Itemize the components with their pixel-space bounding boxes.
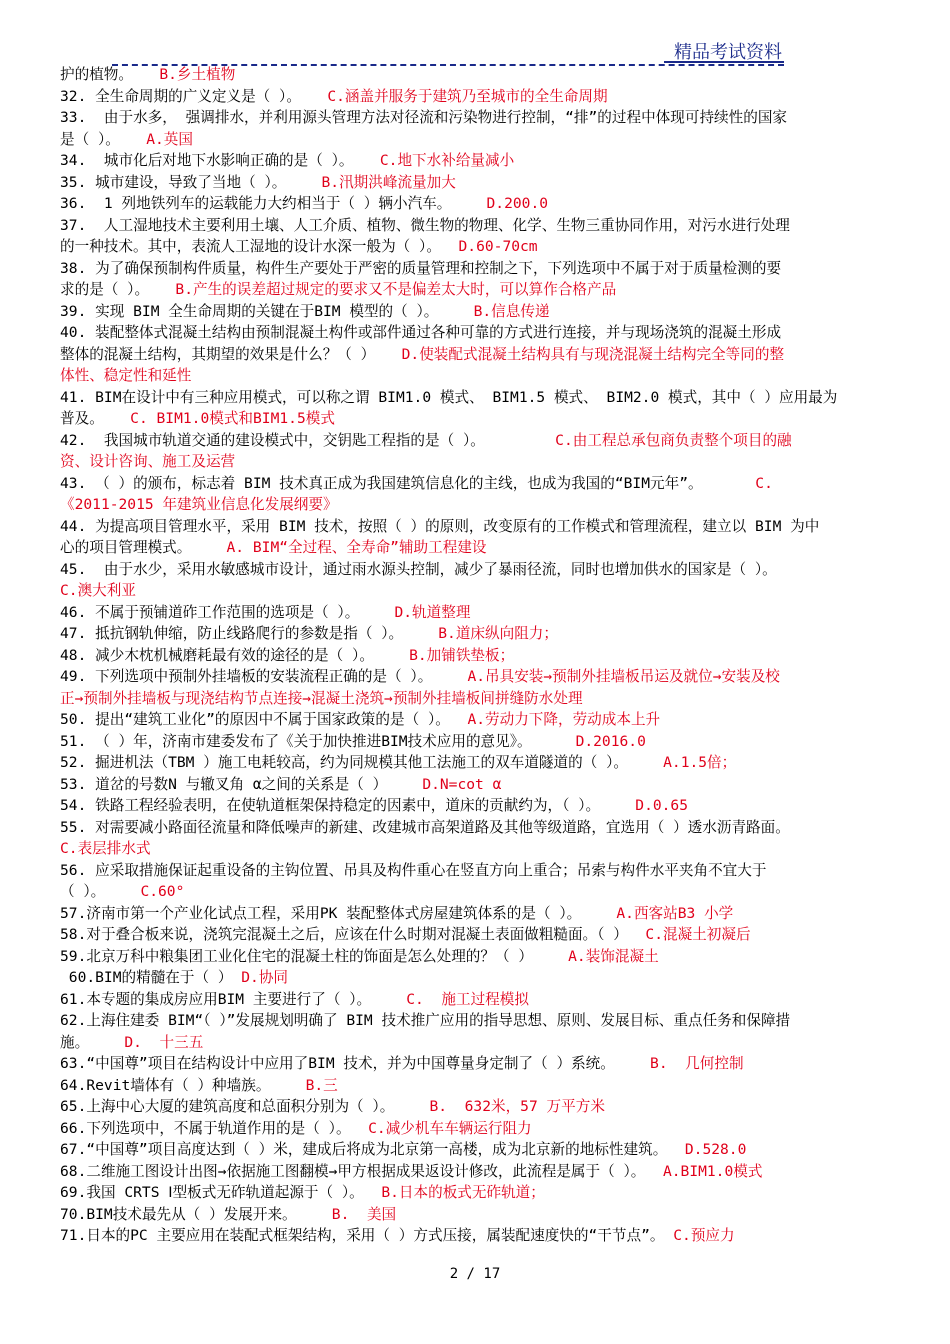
question-text: 普及。: [60, 410, 104, 427]
document-line: [60, 989, 894, 1011]
answer-text: D.N=cot α: [422, 775, 502, 793]
document-line: [60, 1118, 894, 1140]
question-text: 37. 人工湿地技术主要利用土壤、人工介质、植物、微生物的物理、化学、生物三重协同作用，对污水进行处理: [60, 216, 790, 234]
question-text: 35. 城市建设，导致了当地（ ）。: [60, 173, 287, 191]
document-line: [60, 666, 894, 688]
question-text: 57.济南市第一个产业化试点工程，采用PK 装配整体式房屋建筑体系的是（ ）。: [60, 904, 582, 922]
question-text: 45. 由于水少，采用水敏感城市设计，通过雨水源头控制，减少了暴雨径流，同时也增加供水的国家是（ ）。: [60, 560, 777, 578]
document-line: [60, 473, 894, 495]
document-line: [60, 967, 894, 989]
document-line: [60, 129, 894, 151]
document-line: [60, 946, 894, 968]
document-line: [60, 107, 894, 129]
document-line: [60, 236, 894, 258]
answer-text: A. BIM“全过程、全寿命”辅助工程建设: [226, 539, 487, 556]
answer-text: D.2016.0: [575, 732, 646, 750]
answer-text: 体性、稳定性和延性: [60, 367, 192, 384]
answer-text: D. 十三五: [124, 1033, 204, 1051]
question-text: 50. 提出“建筑工业化”的原因中不属于国家政策的是（ ）。: [60, 711, 450, 728]
question-text: 60.BIM的精髓在于（ ）: [60, 969, 233, 986]
document-line: [60, 1010, 894, 1032]
document-line: [60, 64, 894, 86]
answer-text: A.吊具安装→预制外挂墙板吊运及就位→安装及校: [467, 668, 780, 685]
answer-text: A.1.5倍；: [663, 754, 737, 771]
document-line: [60, 537, 894, 559]
document-line: [60, 1096, 894, 1118]
question-text: 61.本专题的集成房应用BIM 主要进行了（ ）。: [60, 990, 372, 1008]
question-text: 36. 1 列地铁列车的运载能力大约相当于（ ）辆小汽车。: [60, 195, 452, 212]
answer-text: B.汛期洪峰流量加大: [321, 173, 456, 191]
document-line: [60, 430, 894, 452]
document-line: [60, 795, 894, 817]
question-text: 54. 铁路工程经验表明，在使轨道框架保持稳定的因素中，道床的贡献约为，（ ）。: [60, 797, 601, 814]
document-line: [60, 494, 894, 516]
answer-text: D.200.0: [486, 195, 549, 212]
answer-text: B.日本的板式无砟轨道；: [381, 1184, 545, 1201]
question-text: 58.对于叠合板来说，浇筑完混凝土之后，应该在什么时期对混凝土表面做粗糙面。（ ）: [60, 926, 628, 943]
document-line: [60, 172, 894, 194]
question-text: 68.二维施工图设计出图→依据施工图翻模→甲方根据成果返设计修改，此流程是属于（ ）。: [60, 1162, 646, 1180]
answer-text: A.西客站B3 小学: [616, 904, 734, 922]
answer-text: C.由工程总承包商负责整个项目的融: [555, 431, 792, 449]
question-text: 52. 掘进机法（TBM ）施工电耗较高，约为同规模其他工法施工的双车道隧道的（ ）。: [60, 754, 628, 771]
document-line: [60, 1161, 894, 1183]
document-line: [60, 580, 894, 602]
answer-text: D.60-70cm: [458, 238, 538, 255]
question-text: 44. 为提高项目管理水平，采用 BIM 技术，按照（ ）的原则，改变原有的工作模式和管理流程，建立以 BIM 为中: [60, 517, 820, 535]
document-line: [60, 322, 894, 344]
answer-text: D.0.65: [635, 797, 688, 814]
answer-text: D.528.0: [684, 1141, 747, 1158]
answer-text: C.预应力: [673, 1227, 735, 1244]
document-line: [60, 1139, 894, 1161]
document-line: [60, 838, 894, 860]
question-text: 63.“中国尊”项目在结构设计中应用了BIM 技术，并为中国尊量身定制了（ ）系统。: [60, 1055, 615, 1072]
question-text: 34. 城市化后对地下水影响正确的是（ ）。: [60, 152, 354, 169]
question-text: 43. （ ）的颁布，标志着 BIM 技术真正成为我国建筑信息化的主线，也成为我国的“BIM元年”。: [60, 474, 703, 492]
document-line: [60, 817, 894, 839]
answer-text: B.加铺铁垫板；: [409, 646, 515, 664]
document-line: [60, 408, 894, 430]
question-text: 66.下列选项中，不属于轨道作用的是（ ）。: [60, 1119, 351, 1137]
question-text: 47. 抵抗钢轨伸缩，防止线路爬行的参数是指（ ）。: [60, 625, 404, 642]
question-text: 32. 全生命周期的广义定义是（ ）。: [60, 87, 301, 105]
question-text: 的一种技术。其中，表流人工湿地的设计水深一般为（ ）。: [60, 238, 441, 255]
answer-text: C.表层排水式: [60, 840, 151, 857]
document-line: [60, 1204, 894, 1226]
question-text: 39. 实现 BIM 全生命周期的关键在于BIM 模型的（ ）。: [60, 302, 439, 320]
question-text: 67.“中国尊”项目高度达到（ ）米，建成后将成为北京第一高楼，成为北京新的地标性建筑。: [60, 1141, 668, 1158]
question-text: 38. 为了确保预制构件质量，构件生产要处于严密的质量管理和控制之下，下列选项中不属于对于质量检测的要: [60, 259, 782, 277]
header-title: 精品考试资料: [674, 42, 782, 63]
answer-text: B.信息传递: [473, 302, 550, 320]
answer-text: C. 施工过程模拟: [406, 990, 529, 1008]
question-text: （ ）。: [60, 883, 106, 900]
question-text: 33. 由于水多， 强调排水，并利用源头管理方法对径流和污染物进行控制，“排”的过程中体现可持续性的国家: [60, 109, 788, 126]
answer-text: C.混凝土初凝后: [645, 926, 751, 943]
document-line: [60, 881, 894, 903]
answer-text: B.道床纵向阻力；: [438, 625, 558, 642]
document-line: [60, 645, 894, 667]
document-line: [60, 1182, 894, 1204]
answer-text: B.乡土植物: [159, 66, 236, 83]
answer-text: D.轨道整理: [394, 603, 471, 621]
answer-text: 正→预制外挂墙板与现浇结构节点连接→混凝土浇筑→预制外挂墙板间拼缝防水处理: [60, 689, 583, 707]
question-text: 整体的混凝土结构，其期望的效果是什么？（ ）: [60, 345, 376, 363]
question-text: 49. 下列选项中预制外挂墙板的安装流程正确的是（ ）。: [60, 668, 433, 685]
answer-text: B.产生的误差超过规定的要求又不是偏差太大时，可以算作合格产品: [175, 281, 617, 298]
document-line: [60, 774, 894, 796]
document-line: [60, 1225, 894, 1247]
answer-text: A.BIM1.0模式: [662, 1162, 763, 1180]
answer-text: 《2011-2015 年建筑业信息化发展纲要》: [60, 496, 338, 513]
document-line: [60, 215, 894, 237]
document-line: [60, 451, 894, 473]
answer-text: C.澳大利亚: [60, 582, 136, 599]
answer-text: A.装饰混凝土: [568, 947, 659, 965]
answer-text: C.60°: [140, 883, 185, 900]
document-line: [60, 516, 894, 538]
answer-text: D.使装配式混凝土结构具有与现浇混凝土结构完全等同的整: [401, 345, 785, 363]
document-line: [60, 860, 894, 882]
question-text: 53. 道岔的号数N 与辙叉角 α之间的关系是（ ）: [60, 775, 388, 793]
question-text: 施。: [60, 1033, 90, 1051]
document-line: [60, 387, 894, 409]
document-line: [60, 193, 894, 215]
document-line: [60, 903, 894, 925]
answer-text: B. 632米，57 万平方米: [429, 1098, 605, 1115]
document-line: [60, 688, 894, 710]
answer-text: 资、设计咨询、施工及运营: [60, 453, 236, 470]
page-number: 2 / 17: [449, 1266, 501, 1282]
document-line: [60, 86, 894, 108]
question-text: 56. 应采取措施保证起重设备的主钩位置、吊具及构件重心在竖直方向上重合；吊索与构件水平夹角不宜大于: [60, 861, 767, 879]
document-line: [60, 258, 894, 280]
answer-text: A.英国: [146, 130, 193, 148]
question-text: 69.我国 CRTS Ⅰ型板式无砟轨道起源于（ ）。: [60, 1184, 364, 1201]
question-text: 65.上海中心大厦的建筑高度和总面积分别为（ ）。: [60, 1098, 395, 1115]
question-text: 护的植物。: [60, 66, 133, 83]
question-text: 71.日本的PC 主要应用在装配式框架结构，采用（ ）方式压接，属装配速度快的“干节点”。: [60, 1227, 665, 1244]
document-line: [60, 924, 894, 946]
answer-text: B. 几何控制: [650, 1055, 744, 1072]
question-text: 求的是（ ）。: [60, 281, 150, 298]
document-line: [60, 709, 894, 731]
question-text: 46. 不属于预铺道砟工作范围的选项是（ ）。: [60, 603, 360, 621]
question-text: 51. （ ）年，济南市建委发布了《关于加快推进BIM技术应用的意见》。: [60, 732, 532, 750]
question-text: 41. BIM在设计中有三种应用模式，可以称之谓 BIM1.0 模式、 BIM1.5 模式、 BIM2.0 模式，其中（ ）应用最为: [60, 388, 838, 406]
question-text: 55. 对需要减小路面径流量和降低噪声的新建、改建城市高架道路及其他等级道路，宜选用（ ）透水沥青路面。: [60, 818, 790, 836]
document-line: [60, 623, 894, 645]
question-text: 64.Revit墙体有（ ）种墙族。: [60, 1076, 271, 1094]
question-text: 70.BIM技术最先从（ ）发展开来。: [60, 1205, 297, 1223]
question-text: 48. 减少木枕机械磨耗最有效的途径的是（ ）。: [60, 646, 374, 664]
answer-text: D.协同: [241, 969, 289, 986]
document-line: [60, 731, 894, 753]
document-line: [60, 559, 894, 581]
answer-text: C. BIM1.0模式和BIM1.5模式: [130, 410, 335, 427]
question-text: 59.北京万科中粮集团工业化住宅的混凝土柱的饰面是怎么处理的？（ ）: [60, 947, 533, 965]
answer-text: C.: [755, 474, 773, 492]
document-line: [60, 365, 894, 387]
answer-text: B. 美国: [331, 1205, 397, 1223]
document-line: [60, 752, 894, 774]
answer-text: C.减少机车车辆运行阻力: [368, 1119, 532, 1137]
header-underline: [664, 61, 784, 63]
question-text: 心的项目管理模式。: [60, 539, 192, 556]
document-line: [60, 1075, 894, 1097]
document-line: [60, 1032, 894, 1054]
document-line: [60, 279, 894, 301]
document-line: [60, 150, 894, 172]
question-text: 62.上海住建委 BIM“（ ）”发展规划明确了 BIM 技术推广应用的指导思想、原则、发展目标、重点任务和保障措: [60, 1012, 791, 1029]
document-line: [60, 602, 894, 624]
document-line: [60, 1053, 894, 1075]
question-text: 是（ ）。: [60, 130, 120, 148]
question-text: 40. 装配整体式混凝土结构由预制混凝土构件或部件通过各种可靠的方式进行连接，并与现场浇筑的混凝土形成: [60, 324, 782, 341]
question-text: 42. 我国城市轨道交通的建设模式中，交钥匙工程指的是（ ）。: [60, 431, 485, 449]
answer-text: C.涵盖并服务于建筑乃至城市的全生命周期: [327, 87, 608, 105]
document-body: [60, 64, 894, 1247]
answer-text: A.劳动力下降，劳动成本上升: [467, 711, 661, 728]
answer-text: C.地下水补给量减小: [379, 152, 515, 169]
document-line: [60, 301, 894, 323]
document-line: [60, 344, 894, 366]
answer-text: B.三: [305, 1076, 338, 1094]
